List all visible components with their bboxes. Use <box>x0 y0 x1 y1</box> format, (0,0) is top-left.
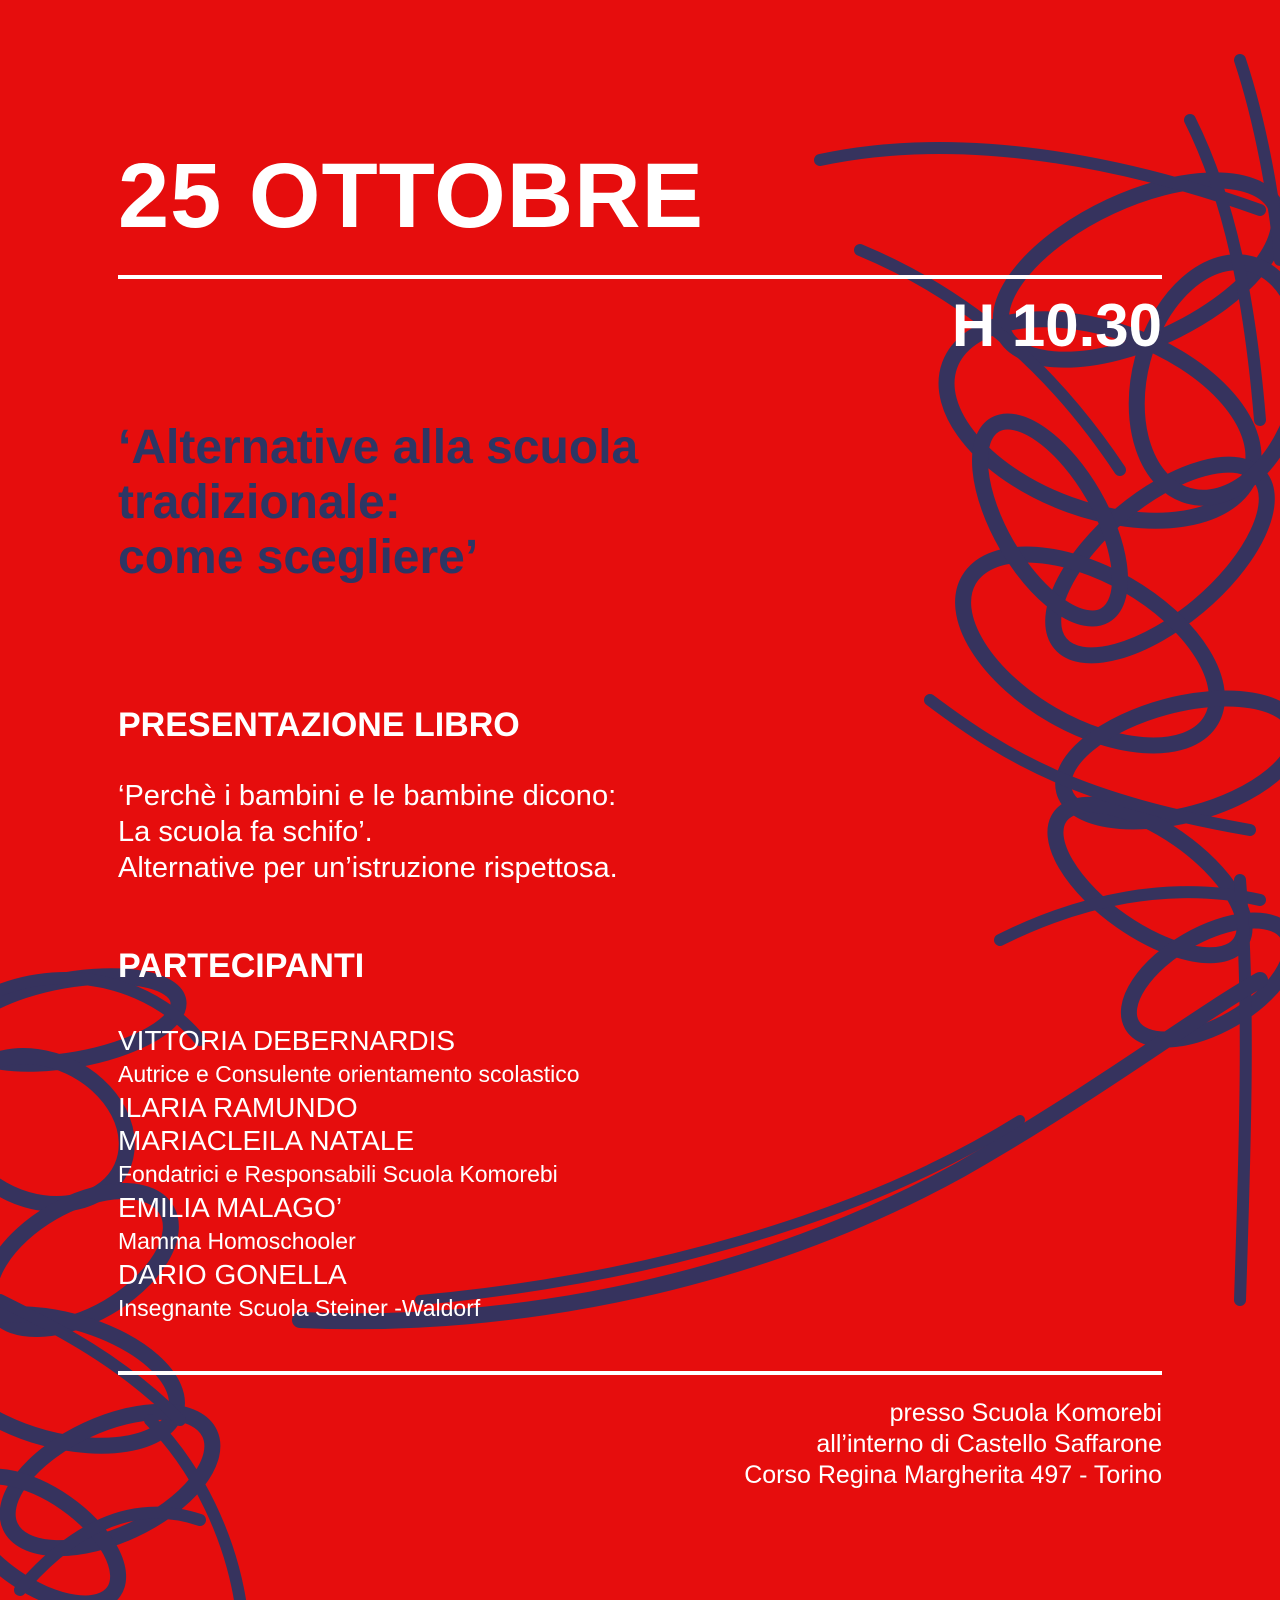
event-time: H 10.30 <box>951 292 1162 359</box>
participants-heading: PARTECIPANTI <box>118 947 365 985</box>
book-presentation-heading: PRESENTAZIONE LIBRO <box>118 706 520 744</box>
top-divider <box>118 275 1162 279</box>
book-title-line: Alternative per un’istruzione rispettosa. <box>118 852 618 884</box>
participants-list <box>118 1024 580 1325</box>
event-title-line: ‘Alternative alla scuola <box>118 421 639 474</box>
participant-role: Autrice e Consulente orientamento scolastico <box>118 1061 580 1087</box>
participant-name: DARIO GONELLA <box>118 1259 347 1290</box>
venue-line: Corso Regina Margherita 497 - Torino <box>744 1461 1162 1489</box>
book-title-line: ‘Perchè i bambini e le bambine dicono: <box>118 780 617 812</box>
participant-name: EMILIA MALAGO’ <box>118 1192 343 1223</box>
book-title-line: La scuola fa schifo’. <box>118 816 373 848</box>
participant-name: MARIACLEILA NATALE <box>118 1125 415 1156</box>
venue-address <box>744 1398 1162 1491</box>
venue-line: all’interno di Castello Saffarone <box>816 1430 1162 1458</box>
participant-role: Mamma Homoschooler <box>118 1228 356 1254</box>
participant-name: VITTORIA DEBERNARDIS <box>118 1025 456 1056</box>
event-title-line: come scegliere’ <box>118 531 479 585</box>
participant-role: Insegnante Scuola Steiner -Waldorf <box>118 1295 481 1321</box>
venue-line: presso Scuola Komorebi <box>889 1399 1162 1427</box>
event-title-line: tradizionale: <box>118 476 401 530</box>
participant-name: ILARIA RAMUNDO <box>118 1092 358 1123</box>
participant-role: Fondatrici e Responsabili Scuola Komorebi <box>118 1161 558 1187</box>
book-title <box>118 778 618 886</box>
event-title <box>118 420 978 586</box>
event-date: 25 OTTOBRE <box>118 145 704 247</box>
bottom-divider <box>118 1371 1162 1375</box>
